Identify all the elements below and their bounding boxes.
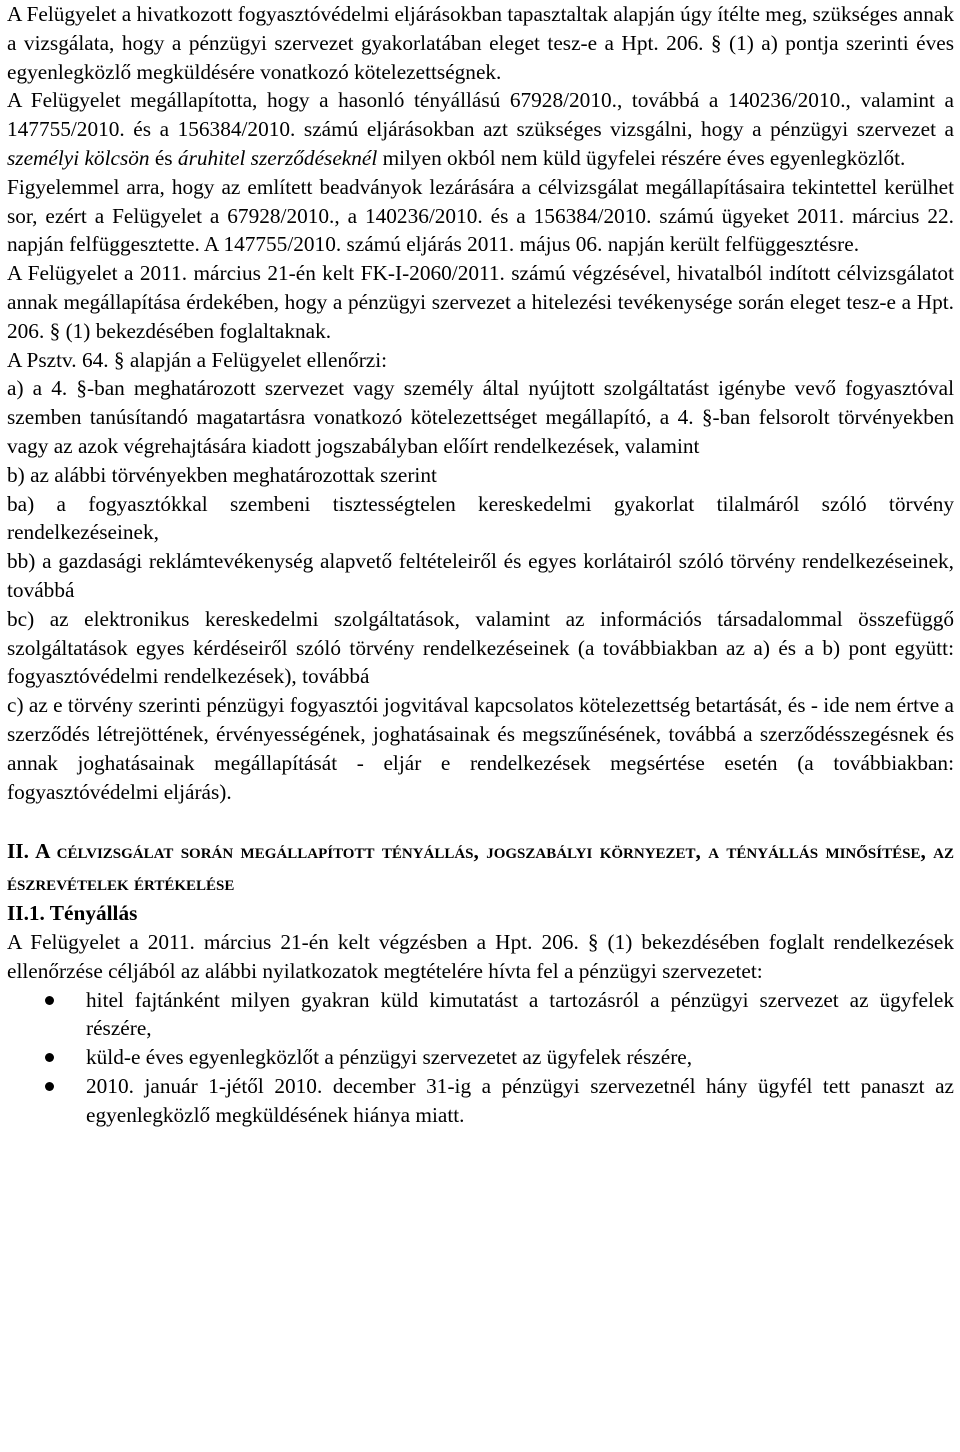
- finding-text-before: A Felügyelet megállapította, hogy a hasonló tényállású 67928/2010., továbbá a 140236/2010., valamint a 147755/2010. és a 156384/2010. számú eljárásokban azt szükséges vizsgálni, hogy a pénzügyi szervezet a: [7, 88, 954, 142]
- bullet-text: 2010. január 1-jétől 2010. december 31-ig a pénzügyi szervezetnél hány ügyfél tett panaszt az egyenlegközlő megküldésének hiánya miatt.: [86, 1073, 954, 1127]
- paragraph-investigation: A Felügyelet a 2011. március 21-én kelt FK-I-2060/2011. számú végzésével, hivatalból indított célvizsgálatot annak megállapítása érdekében, hogy a pénzügyi szervezet a hitelezési tevékenysége során eleget tesz-e a Hpt. 206. § (1) bekezdésében foglaltaknak.: [7, 261, 954, 343]
- legal-point-b: b) az alábbi törvényekben meghatározottak szerint: [7, 462, 437, 487]
- paragraph-intro: A Felügyelet a hivatkozott fogyasztóvédelmi eljárásokban tapasztaltak alapján úgy ítélte meg, szükséges annak a vizsgálata, hogy a pénzügyi szervezet gyakorlatában eleget tesz-e a Hpt. 206. § (1) a) pontja szerinti éves egyenlegközlő megküldésére vonatkozó kötelezettségnek.: [7, 2, 954, 84]
- legal-point-c: c) az e törvény szerinti pénzügyi fogyasztói jogvitával kapcsolatos kötelezettség betartását, és - ide nem értve a szerződés létrejöttének, érvényességének, joghatásainak és megszűnésének, továbbá a szerződésszegésnek és annak joghatásainak megállapítását - eljár e rendelkezések megsértése esetén (a továbbiakban: fogyasztóvédelmi eljárás).: [7, 693, 954, 804]
- bullet-text: hitel fajtánként milyen gyakran küld kimutatást a tartozásról a pénzügyi szervezet az ügyfelek részére,: [86, 987, 954, 1041]
- legal-point-bb: bb) a gazdasági reklámtevékenység alapvető feltételeiről és egyes korlátairól szóló törvény rendelkezéseinek, továbbá: [7, 549, 954, 602]
- bullet-list: [7, 986, 954, 1130]
- bullet-text: küld-e éves egyenlegközlőt a pénzügyi szervezetet az ügyfelek részére,: [86, 1045, 693, 1070]
- subsection-heading: II.1. Tényállás: [7, 901, 138, 926]
- bullet-item: [7, 1043, 954, 1072]
- section-heading: [7, 835, 954, 899]
- finding-text-middle: és: [149, 145, 178, 170]
- bullet-item: [7, 986, 954, 1044]
- paragraph-facts-intro: A Felügyelet a 2011. március 21-én kelt végzésben a Hpt. 206. § (1) bekezdésében foglalt rendelkezések ellenőrzése céljából az alábbi nyilatkozatok megtételére hívta fel a pénzügyi szervezetet:: [7, 929, 954, 983]
- bullet-icon: [45, 1082, 54, 1091]
- bullet-item: [7, 1072, 954, 1130]
- legal-point-a: a) a 4. §-ban meghatározott szervezet vagy személy által nyújtott szolgáltatást igénybe vevő fogyasztóval szemben tanúsítandó magatartásra vonatkozó kötelezettséget megállapító, a 4. §-ban felsorolt törvényekben vagy az azok végrehajtására kiadott jogszabályban előírt rendelkezések, valamint: [7, 376, 954, 458]
- bullet-icon: [45, 996, 54, 1005]
- paragraph-suspension: Figyelemmel arra, hogy az említett beadványok lezárására a célvizsgálat megállapításaira tekintettel kerülhet sor, ezért a Felügyelet a 67928/2010., a 140236/2010. és a 156384/2010. számú ügyeket 2011. március 22. napján felfüggesztette. A 147755/2010. számú eljárás 2011. május 06. napján került felfüggesztésre.: [7, 174, 954, 257]
- legal-point-ba: ba) a fogyasztókkal szembeni tisztességtelen kereskedelmi gyakorlat tilalmáról szóló törvény rendelkezéseinek,: [7, 491, 954, 545]
- legal-points: [7, 374, 954, 806]
- finding-italic-goods-credit: áruhitel szerződéseknél: [177, 145, 378, 170]
- paragraph-finding: [7, 86, 954, 172]
- legal-point-bc: bc) az elektronikus kereskedelmi szolgáltatások, valamint az információs társadalommal összefüggő szolgáltatások egyes kérdéseiről szóló törvény rendelkezéseinek (a továbbiakban az a) és a b) pont együtt: fogyasztóvédelmi rendelkezések), továbbá: [7, 606, 954, 689]
- paragraph-psztv: A Psztv. 64. § alapján a Felügyelet ellenőrzi:: [7, 347, 388, 372]
- finding-text-after: milyen okból nem küld ügyfelei részére éves egyenlegközlőt.: [377, 145, 906, 170]
- section-heading-number: II. A: [7, 839, 50, 864]
- finding-italic-personal-loan: személyi kölcsön: [7, 145, 150, 170]
- section-heading-title: célvizsgálat során megállapított tényállás, jogszabályi környezet, a tényállás minősítése, az észrevételek értékelése: [7, 839, 954, 896]
- bullet-icon: [45, 1053, 54, 1062]
- document-page: [7, 0, 954, 1129]
